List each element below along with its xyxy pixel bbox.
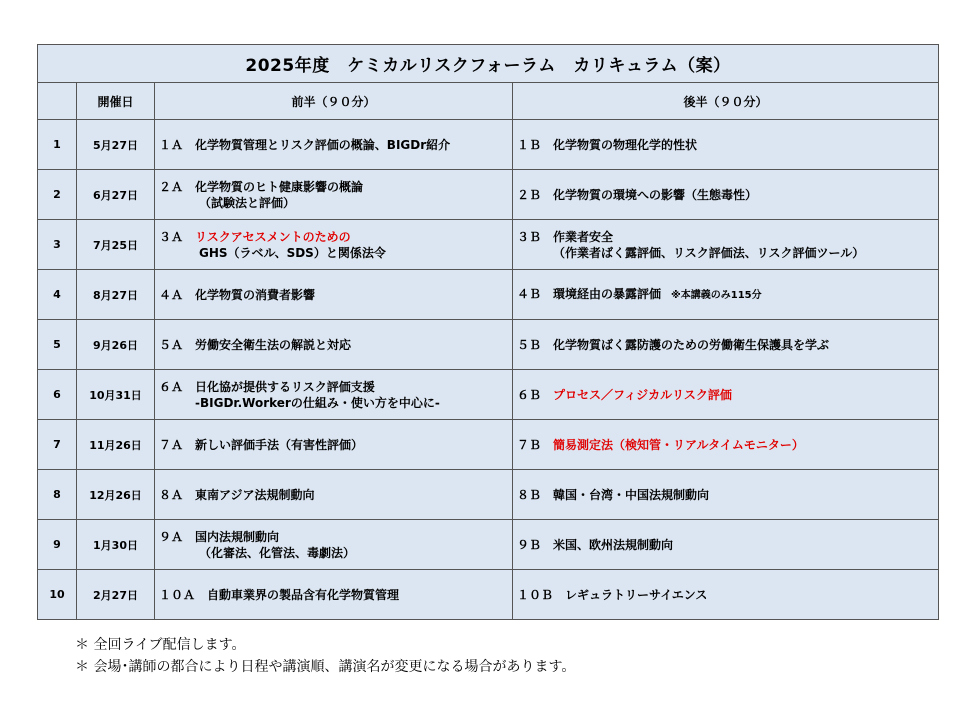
first-half-session (155, 220, 513, 270)
session-title-highlight: プロセス／フィジカルリスク評価 (553, 387, 732, 402)
session-title: レギュラトリーサイエンス (565, 587, 708, 602)
session-code: １Ａ (159, 137, 184, 152)
first-half-session (155, 470, 513, 520)
table-row (38, 470, 939, 520)
second-half-session (513, 220, 939, 270)
footnote-schedule-change: ＊ 会場･講師の都合により日程や講演順、講演名が変更になる場合があります。 (75, 659, 576, 675)
session-code: ２Ｂ (517, 187, 542, 202)
session-title-highlight: 簡易測定法（検知管・リアルタイムモニター） (553, 437, 804, 452)
second-half-session (513, 320, 939, 370)
session-title: 米国、欧州法規制動向 (553, 537, 674, 552)
footnote-live-stream: ＊ 全回ライブ配信します。 (75, 637, 246, 653)
table-row (38, 420, 939, 470)
session-code: ７Ｂ (517, 437, 542, 452)
curriculum-table (37, 44, 939, 620)
table-row (38, 270, 939, 320)
session-code: ９Ａ (159, 529, 184, 544)
second-half-session (513, 520, 939, 570)
session-subtitle: （化審法、化管法、毒劇法） (199, 545, 356, 560)
table-row (38, 120, 939, 170)
first-half-session (155, 170, 513, 220)
second-half-session (513, 120, 939, 170)
table-row (38, 170, 939, 220)
first-half-session (155, 270, 513, 320)
session-title: 新しい評価手法（有害性評価） (195, 437, 364, 452)
session-code: ８Ａ (159, 487, 184, 502)
session-title: 作業者安全 (553, 229, 614, 244)
session-title-highlight: リスクアセスメントのための (195, 229, 351, 244)
session-date: 8月27日 (77, 270, 155, 320)
first-half-session (155, 420, 513, 470)
header-no (38, 83, 77, 120)
session-number: 8 (38, 470, 77, 520)
session-code: １Ｂ (517, 137, 542, 152)
session-title: 日化協が提供するリスク評価支援 (195, 379, 375, 394)
session-number: 9 (38, 520, 77, 570)
second-half-session (513, 570, 939, 620)
session-title: 環境経由の暴露評価 (553, 286, 662, 301)
session-subtitle: （作業者ばく露評価、リスク評価法、リスク評価ツール） (553, 245, 865, 260)
session-number: 10 (38, 570, 77, 620)
session-number: 1 (38, 120, 77, 170)
session-title: 東南アジア法規制動向 (195, 487, 315, 502)
session-title: 韓国・台湾・中国法規制動向 (553, 487, 710, 502)
session-title: 化学物質の物理化学的性状 (553, 137, 698, 152)
table-title: 2025年度 ケミカルリスクフォーラム カリキュラム（案） (38, 45, 939, 83)
second-half-session (513, 370, 939, 420)
session-title: 化学物質の消費者影響 (195, 287, 316, 302)
session-date: 12月26日 (77, 470, 155, 520)
header-first-half: 前半（９０分） (155, 83, 513, 120)
session-number: 4 (38, 270, 77, 320)
session-subtitle: （試験法と評価） (199, 195, 296, 210)
session-date: 2月27日 (77, 570, 155, 620)
session-code: ３Ｂ (517, 229, 542, 244)
session-note: ※本講義のみ115分 (671, 289, 762, 301)
first-half-session (155, 520, 513, 570)
footnotes (75, 634, 575, 678)
session-number: 7 (38, 420, 77, 470)
table-row (38, 220, 939, 270)
table-row (38, 570, 939, 620)
header-second-half: 後半（９０分） (513, 83, 939, 120)
session-subtitle: -BIGDr.Workerの仕組み・使い方を中心に- (195, 395, 440, 410)
first-half-session (155, 570, 513, 620)
session-code: ８Ｂ (517, 487, 542, 502)
table-row (38, 320, 939, 370)
header-date: 開催日 (77, 83, 155, 120)
table-row (38, 520, 939, 570)
session-date: 9月26日 (77, 320, 155, 370)
session-code: １０Ａ (159, 587, 196, 602)
session-code: ９Ｂ (517, 537, 542, 552)
session-date: 5月27日 (77, 120, 155, 170)
session-title: 化学物質のヒト健康影響の概論 (195, 179, 364, 194)
session-number: 6 (38, 370, 77, 420)
session-number: 5 (38, 320, 77, 370)
table-row (38, 370, 939, 420)
session-title: 国内法規制動向 (195, 529, 280, 544)
first-half-session (155, 320, 513, 370)
first-half-session (155, 120, 513, 170)
session-code: ２Ａ (159, 179, 184, 194)
session-title: 化学物質管理とリスク評価の概論、BIGDr紹介 (195, 137, 451, 152)
session-code: ４Ａ (159, 287, 184, 302)
session-code: ７Ａ (159, 437, 184, 452)
session-code: ６Ｂ (517, 387, 542, 402)
session-title: 化学物質の環境への影響（生態毒性） (553, 187, 758, 202)
session-code: ４Ｂ (517, 286, 542, 301)
session-subtitle: GHS（ラベル、SDS）と関係法令 (199, 245, 386, 260)
session-date: 11月26日 (77, 420, 155, 470)
session-code: ３Ａ (159, 229, 184, 244)
session-title: 自動車業界の製品含有化学物質管理 (207, 587, 400, 602)
session-date: 1月30日 (77, 520, 155, 570)
session-date: 7月25日 (77, 220, 155, 270)
session-number: 2 (38, 170, 77, 220)
session-date: 10月31日 (77, 370, 155, 420)
second-half-session (513, 470, 939, 520)
second-half-session (513, 420, 939, 470)
session-number: 3 (38, 220, 77, 270)
second-half-session (513, 170, 939, 220)
first-half-session (155, 370, 513, 420)
session-code: １０Ｂ (517, 587, 554, 602)
session-title: 化学物質ばく露防護のための労働衛生保護具を学ぶ (553, 337, 830, 352)
session-title: 労働安全衛生法の解説と対応 (195, 337, 352, 352)
session-code: ５Ｂ (517, 337, 542, 352)
header-row (38, 83, 939, 120)
second-half-session (513, 270, 939, 320)
session-code: ６Ａ (159, 379, 184, 394)
session-date: 6月27日 (77, 170, 155, 220)
session-code: ５Ａ (159, 337, 184, 352)
